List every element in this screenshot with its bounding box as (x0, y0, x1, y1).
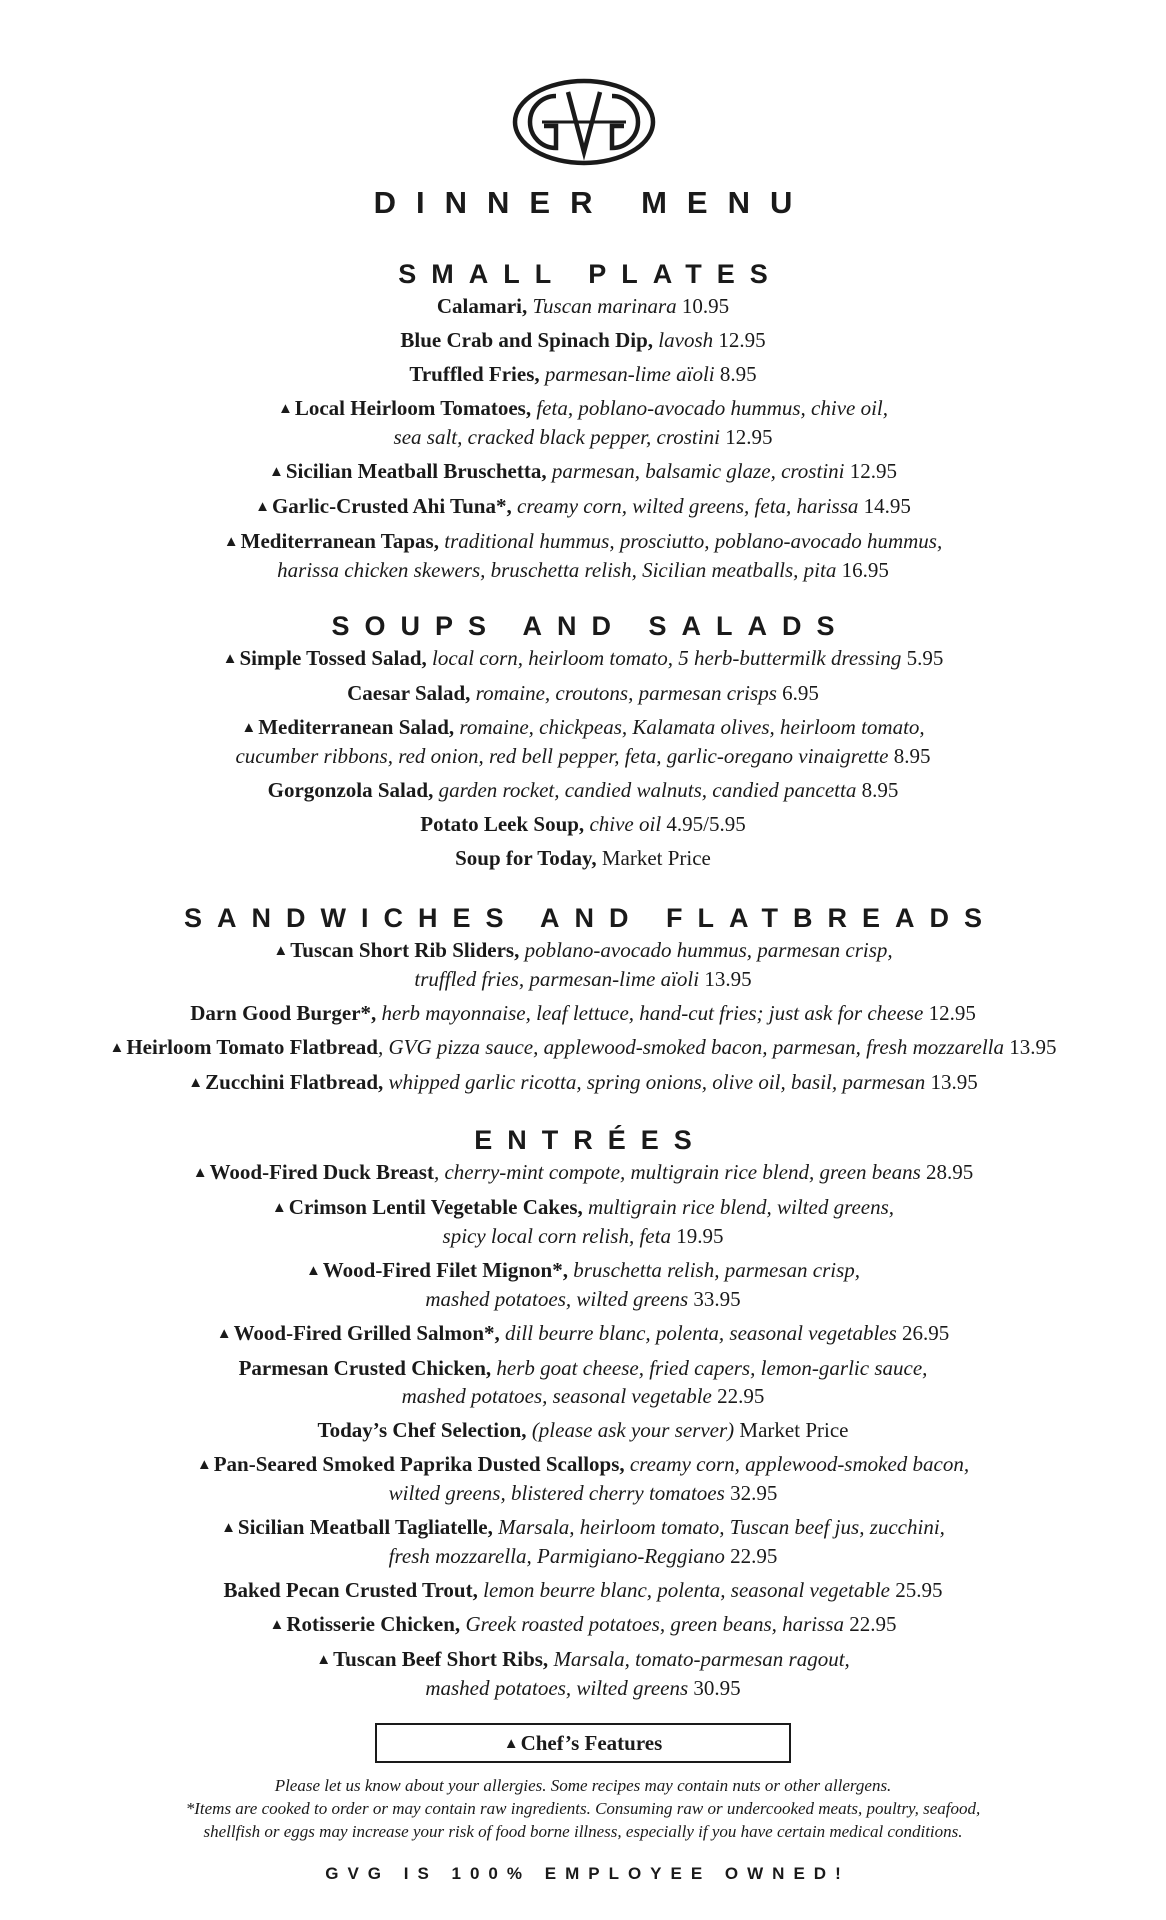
menu-item: ▲Sicilian Meatball Tagliatelle, Marsala, heirloom tomato, Tuscan beef jus, zucchini, fresh mozzarella, Parmigiano-Reggiano 22.95 (221, 1515, 945, 1568)
menu-item: Blue Crab and Spinach Dip, lavosh 12.95 (400, 328, 766, 352)
chef-feature-icon: ▲ (316, 1652, 332, 1668)
menu-item: Calamari, Tuscan marinara 10.95 (436, 294, 730, 318)
chef-feature-icon: ▲ (196, 1457, 212, 1473)
chef-feature-icon: ▲ (269, 1617, 285, 1633)
menu-item: Baked Pecan Crusted Trout, lemon beurre blanc, polenta, seasonal vegetable 25.95 (223, 1578, 943, 1602)
chef-feature-icon: ▲ (221, 1520, 236, 1536)
page-title: DINNER MENU (373, 185, 813, 220)
menu-item: ▲Mediterranean Salad, romaine, chickpeas, Kalamata olives, heirloom tomato, cucumber ribbons, red onion, red bell pepper, feta, garlic-oregano vinaigrette 8.95 (235, 715, 931, 768)
menu-item: Gorgonzola Salad, garden rocket, candied walnuts, candied pancetta 8.95 (267, 778, 899, 802)
employee-owned-tagline: GVG IS 100% EMPLOYEE OWNED! (325, 1864, 850, 1883)
chef-feature-icon: ▲ (271, 1200, 287, 1216)
menu-item: Darn Good Burger*, herb mayonnaise, leaf lettuce, hand-cut fries; just ask for cheese 12.95 (190, 1001, 976, 1025)
menu-item: Parmesan Crusted Chicken, herb goat cheese, fried capers, lemon-garlic sauce, mashed potatoes, seasonal vegetable 22.95 (238, 1356, 928, 1408)
section-entrees (0, 1124, 1166, 1708)
menu-item: Today’s Chef Selection, (please ask your server) Market Price (317, 1418, 849, 1442)
menu-item: Soup for Today, Market Price (455, 846, 711, 870)
chef-feature-icon: ▲ (255, 499, 270, 515)
section-heading: ENTRÉES (474, 1125, 707, 1155)
chef-feature-icon: ▲ (273, 943, 289, 959)
menu-item: ▲Wood-Fired Grilled Salmon*, dill beurre blanc, polenta, seasonal vegetables 26.95 (216, 1321, 950, 1345)
allergy-note: Please let us know about your allergies. Some recipes may contain nuts or other allergens. (274, 1776, 892, 1795)
menu-item: ▲Simple Tossed Salad, local corn, heirloom tomato, 5 herb-buttermilk dressing 5.95 (222, 646, 944, 670)
menu-item: Truffled Fries, parmesan-lime aïoli 8.95 (409, 362, 757, 386)
menu-item: ▲Tuscan Short Rib Sliders, poblano-avocado hummus, parmesan crisp, truffled fries, parmesan-lime aïoli 13.95 (273, 938, 893, 991)
chef-feature-icon: ▲ (223, 534, 239, 550)
menu-item: Potato Leek Soup, chive oil 4.95/5.95 (420, 812, 746, 836)
chef-feature-icon: ▲ (277, 401, 293, 417)
menu-item: ▲Wood-Fired Duck Breast, cherry-mint compote, multigrain rice blend, green beans 28.95 (192, 1160, 974, 1184)
menu-item: ▲Tuscan Beef Short Ribs, Marsala, tomato-parmesan ragout, mashed potatoes, wilted greens 30.95 (316, 1647, 850, 1700)
gvg-logo-icon (512, 78, 656, 166)
menu-item: ▲Heirloom Tomato Flatbread, GVG pizza sauce, applewood-smoked bacon, parmesan, fresh mozzarella 13.95 (109, 1035, 1057, 1059)
menu-item: ▲Wood-Fired Filet Mignon*, bruschetta relish, parmesan crisp, mashed potatoes, wilted greens 33.95 (305, 1258, 861, 1311)
chef-feature-icon: ▲ (192, 1165, 208, 1181)
chef-feature-icon: ▲ (305, 1263, 321, 1279)
menu-item: ▲Sicilian Meatball Bruschetta, parmesan, balsamic glaze, crostini 12.95 (269, 459, 897, 483)
menu-item: ▲Zucchini Flatbread, whipped garlic ricotta, spring onions, olive oil, basil, parmesan 13.95 (188, 1070, 978, 1094)
chef-feature-icon: ▲ (222, 651, 238, 667)
chef-feature-icon: ▲ (109, 1040, 125, 1056)
menu-item: ▲Mediterranean Tapas, traditional hummus, prosciutto, poblano-avocado hummus, harissa chicken skewers, bruschetta relish, Sicilian meatballs, pita 16.95 (223, 529, 943, 582)
raw-food-note-cont: shellfish or eggs may increase your risk of food borne illness, especially if you have certain medical conditions. (203, 1822, 963, 1841)
chef-features-legend (375, 1723, 791, 1763)
section-soups-salads (0, 610, 1166, 878)
section-heading: SMALL PLATES (398, 259, 783, 289)
menu-item: ▲Local Heirloom Tomatoes, feta, poblano-avocado hummus, chive oil, sea salt, cracked black pepper, crostini 12.95 (277, 396, 889, 449)
chef-feature-icon: ▲ (241, 720, 257, 736)
chef-feature-icon: ▲ (188, 1075, 204, 1091)
section-sandwiches-flatbreads (0, 902, 1166, 1103)
chef-feature-icon: ▲ (216, 1326, 232, 1342)
section-heading: SOUPS AND SALADS (331, 611, 850, 641)
menu-item: ▲Pan-Seared Smoked Paprika Dusted Scallops, creamy corn, applewood-smoked bacon, wilted greens, blistered cherry tomatoes 32.95 (196, 1452, 970, 1505)
footer-notes (0, 1774, 1166, 1843)
chef-features-label: Chef’s Features (520, 1731, 663, 1755)
menu-item: ▲Garlic-Crusted Ahi Tuna*, creamy corn, wilted greens, feta, harissa 14.95 (255, 494, 911, 518)
chef-feature-icon: ▲ (269, 464, 284, 480)
menu-item: ▲Rotisserie Chicken, Greek roasted potatoes, green beans, harissa 22.95 (269, 1612, 897, 1636)
raw-food-note: *Items are cooked to order or may contain raw ingredients. Consuming raw or undercooked meats, poultry, seafood, (185, 1799, 981, 1818)
section-heading: SANDWICHES AND FLATBREADS (184, 903, 997, 933)
menu-item: Caesar Salad, romaine, croutons, parmesan crisps 6.95 (347, 681, 819, 705)
section-small-plates (0, 258, 1166, 590)
menu-item: ▲Crimson Lentil Vegetable Cakes, multigrain rice blend, wilted greens, spicy local corn relish, feta 19.95 (271, 1195, 895, 1248)
chef-feature-icon: ▲ (503, 1736, 519, 1752)
